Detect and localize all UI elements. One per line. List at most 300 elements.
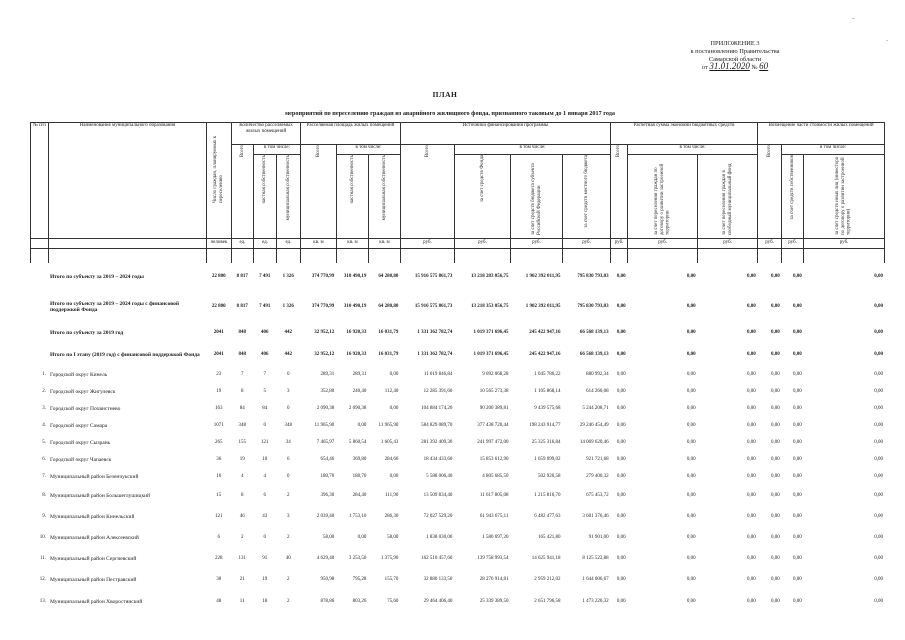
row-number: 8. bbox=[42, 492, 47, 498]
value-cell: 104 884 174,20 bbox=[421, 405, 453, 411]
value-cell: 0,00 bbox=[874, 513, 883, 519]
value-cell: 15 916 575 861,73 bbox=[414, 274, 453, 279]
value-cell: 58,00 bbox=[323, 534, 335, 540]
unit-cell: ед. bbox=[277, 238, 301, 248]
total-row bbox=[30, 262, 885, 292]
unit-cell: кв. м bbox=[337, 238, 369, 248]
municipality-name: Итого по субъекту за 2019 год bbox=[50, 330, 124, 336]
value-cell: 284,40 bbox=[352, 492, 367, 498]
spacer-cell bbox=[49, 248, 207, 263]
value-cell: 23 bbox=[216, 371, 222, 377]
units-cell bbox=[31, 238, 49, 248]
value-cell: 0,00 bbox=[616, 439, 626, 445]
table-row bbox=[30, 366, 885, 383]
value-cell: 1 659 099,02 bbox=[534, 456, 561, 462]
area-total-header: Всего bbox=[301, 145, 337, 239]
value-cell: 7 491 bbox=[259, 304, 271, 309]
spacer-cell bbox=[563, 248, 611, 263]
unit-cell: руб. bbox=[611, 238, 628, 248]
value-cell: 0,00 bbox=[770, 555, 780, 561]
value-cell: 0,00 bbox=[770, 405, 780, 411]
value-cell: 0,00 bbox=[686, 473, 696, 479]
value-cell: 0,00 bbox=[793, 456, 802, 462]
value-cell: 46 bbox=[239, 513, 245, 519]
value-cell: 0,00 bbox=[874, 304, 883, 309]
municipality-name: Муниципальный район Кинельский bbox=[50, 513, 135, 520]
value-cell: 406 bbox=[260, 330, 269, 335]
spacer-cell bbox=[301, 248, 337, 263]
value-cell: 442 bbox=[284, 352, 292, 357]
unit-cell: руб. bbox=[758, 238, 782, 248]
value-cell: 0,00 bbox=[686, 422, 696, 428]
value-cell: 91 901,00 bbox=[588, 534, 609, 540]
table-row bbox=[30, 485, 885, 506]
value-cell: 2 bbox=[240, 534, 244, 540]
value-cell: 0,00 bbox=[616, 304, 626, 309]
row-number: 9. bbox=[42, 513, 47, 519]
value-cell: 1 644 006,67 bbox=[582, 576, 609, 582]
value-cell: 64 280,80 bbox=[378, 304, 399, 309]
value-cell: 32 952,12 bbox=[314, 330, 335, 335]
municipality-name: Городской округ Самара bbox=[50, 422, 108, 429]
value-cell: 654,46 bbox=[320, 456, 335, 462]
row-number bbox=[30, 292, 48, 322]
value-cell: 2 651 796,58 bbox=[534, 599, 561, 604]
value-cell: 13 218 283 056,75 bbox=[470, 274, 509, 279]
value-cell: 1 331 362 782,74 bbox=[417, 352, 453, 357]
unit-cell: человек bbox=[207, 238, 232, 248]
value-cell: 0 bbox=[286, 405, 290, 411]
spacer-cell bbox=[758, 248, 782, 263]
value-cell: 1 902 392 011,95 bbox=[525, 304, 561, 309]
value-cell: 43 bbox=[262, 513, 268, 519]
value-cell: 0,00 bbox=[746, 492, 756, 498]
row-number bbox=[30, 344, 48, 366]
regional-budget-header: за счет средств бюджета субъекта Российской Федерации bbox=[511, 155, 563, 239]
value-cell: 1 902 392 011,95 bbox=[525, 274, 561, 279]
value-cell: 0,00 bbox=[616, 330, 626, 335]
unit-cell: кв. м bbox=[301, 238, 337, 248]
value-cell: 11 bbox=[239, 599, 245, 604]
col-name-header: Наименование муниципального образования bbox=[49, 123, 207, 239]
value-cell: 6 bbox=[217, 534, 220, 540]
value-cell: 0,00 bbox=[616, 422, 626, 428]
value-cell: 180,70 bbox=[352, 473, 367, 479]
value-cell: 0,00 bbox=[686, 352, 696, 357]
value-cell: 1071 bbox=[213, 422, 224, 428]
document-title: ПЛАН bbox=[432, 90, 458, 99]
value-cell: 0 bbox=[286, 473, 290, 479]
area-municipal-header: муниципальная собственность bbox=[369, 155, 401, 239]
value-cell: 0,00 bbox=[616, 274, 626, 279]
date-value: 31.01.2020 bbox=[709, 61, 750, 72]
value-cell: 2041 bbox=[213, 330, 224, 335]
value-cell: 29 464 406,40 bbox=[423, 599, 453, 604]
value-cell: 0,00 bbox=[746, 352, 756, 357]
value-cell: 198 243 914,77 bbox=[529, 422, 561, 428]
value-cell: 0,00 bbox=[746, 274, 756, 279]
value-cell: 352,80 bbox=[320, 388, 335, 394]
value-cell: 75,60 bbox=[387, 599, 399, 604]
value-cell: 795 830 793,03 bbox=[577, 304, 609, 309]
row-number: 4. bbox=[42, 422, 47, 428]
spacer-cell bbox=[31, 248, 49, 263]
units-row bbox=[31, 238, 885, 248]
row-number: 5. bbox=[42, 439, 47, 445]
value-cell: 131 bbox=[238, 555, 246, 561]
value-cell: 803,26 bbox=[352, 599, 367, 604]
value-cell: 16 031,79 bbox=[378, 330, 399, 335]
value-cell: 0,00 bbox=[616, 513, 626, 519]
value-cell: 396,30 bbox=[320, 492, 335, 498]
value-cell: 0,00 bbox=[616, 576, 626, 582]
value-cell: 0,00 bbox=[746, 371, 756, 377]
value-cell: 5 588 006,40 bbox=[426, 473, 453, 479]
value-cell: 155,70 bbox=[384, 576, 399, 582]
subsidy-incl-header: в том числе: bbox=[628, 145, 758, 155]
spacer-cell bbox=[804, 248, 885, 263]
value-cell: 0,00 bbox=[874, 371, 883, 377]
row-number: 3. bbox=[42, 405, 47, 411]
value-cell: 15 853 612,90 bbox=[479, 456, 509, 462]
subsidy-development-header: за счет переселения граждан по договору о развитии застроенной территории bbox=[628, 155, 698, 239]
value-cell: 0,00 bbox=[616, 473, 626, 479]
unit-cell: руб. bbox=[511, 238, 563, 248]
value-cell: 2041 bbox=[213, 352, 224, 357]
fund-header: за счет средств Фонда bbox=[455, 155, 511, 239]
value-cell: 2 bbox=[286, 576, 290, 582]
value-cell: 1 375,90 bbox=[380, 555, 399, 561]
value-cell: 1 753,10 bbox=[348, 513, 367, 519]
value-cell: 72 027 529,20 bbox=[423, 513, 453, 519]
value-cell: 5 bbox=[263, 388, 266, 394]
group-reimbursement-header: Возмещение части стоимости жилых помещений bbox=[758, 123, 885, 145]
unit-cell: руб. bbox=[563, 238, 611, 248]
value-cell: 245 422 947,16 bbox=[529, 352, 561, 357]
unit-cell: ед. bbox=[254, 238, 277, 248]
appendix-region: Самарской области bbox=[708, 55, 762, 63]
value-cell: 6 482 477,63 bbox=[534, 513, 561, 519]
value-cell: 84 bbox=[239, 405, 245, 411]
value-cell: 0,00 bbox=[874, 599, 883, 604]
total-row bbox=[30, 322, 885, 344]
value-cell: 12 285 391,60 bbox=[423, 388, 453, 394]
value-cell: 950,98 bbox=[320, 576, 335, 582]
value-cell: 16 031,79 bbox=[378, 352, 399, 357]
value-cell: 1 580 697,20 bbox=[482, 534, 509, 540]
value-cell: 0,00 bbox=[686, 388, 696, 394]
value-cell: 0 bbox=[263, 534, 266, 540]
value-cell: 36 bbox=[216, 456, 222, 462]
value-cell: 2 039,40 bbox=[316, 513, 335, 519]
value-cell: 0,00 bbox=[770, 274, 780, 279]
value-cell: 0,00 bbox=[793, 534, 802, 540]
date-prefix: от bbox=[701, 64, 708, 72]
value-cell: 155 bbox=[238, 439, 246, 445]
value-cell: 121 bbox=[214, 513, 223, 519]
reimb-total-header: Всего bbox=[758, 145, 782, 239]
value-cell: 19 bbox=[262, 576, 268, 582]
value-cell: 3 601 376,46 bbox=[582, 513, 609, 519]
value-cell: 16 920,33 bbox=[346, 352, 367, 357]
value-cell: 281 392 409,30 bbox=[421, 439, 453, 445]
value-cell: 878,86 bbox=[320, 599, 335, 604]
value-cell: 14 625 941,18 bbox=[531, 555, 561, 561]
value-cell: 139 758 993,54 bbox=[477, 555, 509, 561]
value-cell: 15 916 575 861,73 bbox=[414, 304, 453, 309]
table-row bbox=[30, 383, 885, 400]
value-cell: 61 943 675,11 bbox=[479, 513, 509, 519]
value-cell: 165 421,80 bbox=[538, 534, 561, 540]
value-cell: 84 bbox=[262, 405, 268, 411]
value-cell: 0,00 bbox=[770, 352, 780, 357]
spacer-cell bbox=[628, 248, 698, 263]
spacer-cell bbox=[698, 248, 758, 263]
value-cell: 9 092 068,28 bbox=[482, 371, 509, 377]
spacer-cell bbox=[369, 248, 401, 263]
value-cell: 0,00 bbox=[874, 576, 883, 582]
value-cell: 0,00 bbox=[616, 371, 626, 377]
value-cell: 0,00 bbox=[793, 405, 802, 411]
number-prefix: № bbox=[751, 64, 758, 72]
document-subtitle: мероприятий по переселению граждан из аварийного жилищного фонда, признанного таковым до 1 января 2017 года bbox=[284, 110, 616, 117]
value-cell: 30 bbox=[216, 576, 222, 582]
value-cell: 29 246 454,49 bbox=[579, 422, 609, 428]
value-cell: 1 331 362 782,74 bbox=[417, 330, 453, 335]
value-cell: 0,00 bbox=[793, 555, 802, 561]
value-cell: 0,00 bbox=[770, 599, 780, 604]
value-cell: 0,00 bbox=[770, 576, 780, 582]
scan-mark: . bbox=[886, 34, 888, 43]
value-cell: 848 bbox=[238, 330, 246, 335]
value-cell: 0,00 bbox=[686, 330, 696, 335]
value-cell: 0,00 bbox=[389, 405, 399, 411]
value-cell: 0,00 bbox=[686, 576, 696, 582]
area-private-header: частная собственность bbox=[337, 155, 369, 239]
spacer-cell bbox=[782, 248, 804, 263]
value-cell: 284,66 bbox=[384, 456, 399, 462]
value-cell: 265 bbox=[214, 439, 223, 445]
unit-cell: ед. bbox=[232, 238, 254, 248]
plan-table-header bbox=[30, 122, 885, 263]
value-cell: 0,00 bbox=[686, 555, 696, 561]
value-cell: 16 920,33 bbox=[346, 330, 367, 335]
value-cell: 111,90 bbox=[384, 492, 399, 498]
value-cell: 245 422 947,16 bbox=[529, 330, 561, 335]
value-cell: 0,00 bbox=[746, 405, 756, 411]
table-row bbox=[30, 569, 885, 590]
group-subsidy-header: Расчетная сумма экономии бюджетных средств bbox=[611, 123, 758, 145]
value-cell: 0,00 bbox=[793, 304, 802, 309]
municipality-name: Муниципальный район Сергиевский bbox=[50, 555, 137, 562]
value-cell: 1 473 220,32 bbox=[582, 599, 609, 604]
value-cell: 241 997 472,00 bbox=[477, 439, 509, 445]
value-cell: 0,00 bbox=[616, 352, 626, 357]
rooms-private-header: частная собственность bbox=[254, 155, 277, 239]
value-cell: 0,00 bbox=[686, 599, 696, 604]
value-cell: 11 617 805,08 bbox=[479, 492, 509, 498]
value-cell: 1 838 030,00 bbox=[426, 534, 453, 540]
value-cell: 0,00 bbox=[874, 352, 883, 357]
value-cell: 0,00 bbox=[686, 492, 696, 498]
value-cell: 10 bbox=[262, 456, 268, 462]
value-cell: 0,00 bbox=[746, 456, 756, 462]
value-cell: 16 bbox=[216, 473, 222, 479]
value-cell: 921 721,68 bbox=[586, 456, 609, 462]
value-cell: 0 bbox=[286, 371, 290, 377]
row-number: 6. bbox=[42, 456, 47, 462]
value-cell: 0,00 bbox=[746, 330, 756, 335]
municipality-name: Муниципальный район Алексеевский bbox=[50, 534, 139, 541]
table-row bbox=[30, 468, 885, 485]
value-cell: 5 860,54 bbox=[348, 439, 367, 445]
value-cell: 2 bbox=[286, 599, 290, 604]
value-cell: 91 bbox=[262, 555, 268, 561]
plan-table-body bbox=[30, 262, 885, 614]
unit-cell: руб. bbox=[401, 238, 455, 248]
value-cell: 0,00 bbox=[746, 555, 756, 561]
value-cell: 289,31 bbox=[352, 371, 367, 377]
value-cell: 25 325 316,84 bbox=[531, 439, 561, 445]
spacer-row bbox=[31, 248, 885, 263]
value-cell: 64 280,80 bbox=[378, 274, 399, 279]
value-cell: 8 bbox=[240, 492, 244, 498]
value-cell: 11 965,90 bbox=[314, 422, 335, 428]
value-cell: 19 bbox=[239, 456, 245, 462]
value-cell: 0,00 bbox=[686, 513, 696, 519]
value-cell: 6 bbox=[286, 456, 290, 462]
table-row bbox=[30, 590, 885, 614]
col-number-header: № п/п bbox=[31, 123, 49, 239]
rooms-incl-header: в том числе: bbox=[254, 145, 301, 155]
value-cell: 374 770,99 bbox=[311, 304, 335, 309]
value-cell: 0,00 bbox=[746, 599, 756, 604]
number-value: 60 bbox=[759, 61, 769, 72]
value-cell: 14 069 620,46 bbox=[579, 439, 609, 445]
value-cell: 0,00 bbox=[874, 422, 883, 428]
area-incl-header: в том числе: bbox=[337, 145, 401, 155]
value-cell: 675 453,72 bbox=[586, 492, 609, 498]
municipality-name: Городской округ Жигулевск bbox=[50, 388, 116, 395]
group-rooms-header: Количество расселяемых жилых помещений bbox=[232, 123, 301, 145]
value-cell: 0,00 bbox=[686, 304, 696, 309]
spacer-cell bbox=[277, 248, 301, 263]
value-cell: 7 491 bbox=[259, 274, 271, 279]
value-cell: 0,00 bbox=[746, 304, 756, 309]
value-cell: 240,40 bbox=[352, 388, 367, 394]
value-cell: 25 339 389,50 bbox=[479, 599, 509, 604]
rooms-total-header: Всего bbox=[232, 145, 254, 239]
value-cell: 34 bbox=[285, 439, 291, 445]
spacer-cell bbox=[207, 248, 232, 263]
value-cell: 0,00 bbox=[874, 456, 883, 462]
value-cell: 369,80 bbox=[352, 456, 367, 462]
value-cell: 0,00 bbox=[874, 330, 883, 335]
value-cell: 348 bbox=[284, 422, 292, 428]
value-cell: 163 bbox=[214, 405, 223, 411]
value-cell: 0,00 bbox=[389, 371, 399, 377]
value-cell: 0,00 bbox=[746, 388, 756, 394]
value-cell: 286,30 bbox=[384, 513, 399, 519]
row-number bbox=[30, 322, 48, 344]
value-cell: 0,00 bbox=[746, 513, 756, 519]
value-cell: 406 bbox=[260, 352, 269, 357]
value-cell: 0,00 bbox=[746, 576, 756, 582]
value-cell: 310 490,19 bbox=[343, 274, 367, 279]
value-cell: 3 bbox=[286, 388, 290, 394]
spacer-cell bbox=[455, 248, 511, 263]
value-cell: 0,00 bbox=[686, 371, 696, 377]
spacer-cell bbox=[254, 248, 277, 263]
value-cell: 0,00 bbox=[793, 576, 802, 582]
value-cell: 0,00 bbox=[874, 405, 883, 411]
value-cell: 66 568 139,13 bbox=[579, 352, 609, 357]
value-cell: 614 260,08 bbox=[586, 388, 609, 394]
reimb-owners-header: за счет средств собственников bbox=[782, 155, 804, 239]
value-cell: 0,00 bbox=[770, 513, 780, 519]
value-cell: 0,00 bbox=[616, 599, 626, 604]
table-row bbox=[30, 527, 885, 548]
value-cell: 0,00 bbox=[616, 405, 626, 411]
rooms-municipal-header: муниципальная собственность bbox=[277, 155, 301, 239]
value-cell: 0,00 bbox=[770, 534, 780, 540]
value-cell: 66 568 139,13 bbox=[579, 330, 609, 335]
municipality-name: Городской округ Сызрань bbox=[50, 439, 111, 446]
value-cell: 11 019 846,84 bbox=[423, 371, 453, 377]
unit-cell: руб. bbox=[804, 238, 885, 248]
value-cell: 0,00 bbox=[770, 330, 780, 335]
value-cell: 0,00 bbox=[770, 422, 780, 428]
table-row bbox=[30, 434, 885, 451]
value-cell: 0,00 bbox=[874, 473, 883, 479]
value-cell: 8 817 bbox=[236, 274, 248, 279]
value-cell: 0,00 bbox=[874, 555, 883, 561]
value-cell: 4 bbox=[263, 473, 266, 479]
appendix-label: ПРИЛОЖЕНИЕ 3 bbox=[710, 40, 760, 47]
municipality-name: Итого по I этапу (2019 год) с финансовой поддержкой Фонда bbox=[50, 352, 200, 358]
value-cell: 15 bbox=[216, 492, 222, 498]
value-cell: 0,00 bbox=[746, 473, 756, 479]
unit-cell: руб. bbox=[698, 238, 758, 248]
value-cell: 0,00 bbox=[616, 456, 626, 462]
row-number: 11. bbox=[39, 555, 47, 561]
value-cell: 0,00 bbox=[793, 492, 802, 498]
value-cell: 1 605,43 bbox=[380, 439, 399, 445]
value-cell: 22 800 bbox=[211, 274, 226, 279]
value-cell: 1 045 786,22 bbox=[534, 371, 561, 377]
value-cell: 3 bbox=[286, 513, 290, 519]
units-cell bbox=[49, 238, 207, 248]
value-cell: 0,00 bbox=[874, 492, 883, 498]
value-cell: 0,00 bbox=[874, 274, 883, 279]
value-cell: 90 200 389,81 bbox=[479, 405, 509, 411]
value-cell: 9 439 575,68 bbox=[534, 405, 561, 411]
value-cell: 0,00 bbox=[770, 371, 780, 377]
value-cell: 0,00 bbox=[793, 513, 802, 519]
unit-cell: руб. bbox=[782, 238, 804, 248]
row-number: 7. bbox=[42, 473, 47, 479]
value-cell: 348 bbox=[238, 422, 246, 428]
value-cell: 13 509 834,40 bbox=[423, 492, 453, 498]
value-cell: 0,00 bbox=[770, 439, 780, 445]
value-cell: 0,00 bbox=[793, 439, 802, 445]
value-cell: 279 400,32 bbox=[586, 473, 609, 479]
municipality-name: Городской округ Кинель bbox=[50, 371, 108, 378]
table-row bbox=[30, 451, 885, 468]
spacer-cell bbox=[511, 248, 563, 263]
value-cell: 8 817 bbox=[236, 304, 248, 309]
row-number: 1. bbox=[42, 371, 47, 377]
